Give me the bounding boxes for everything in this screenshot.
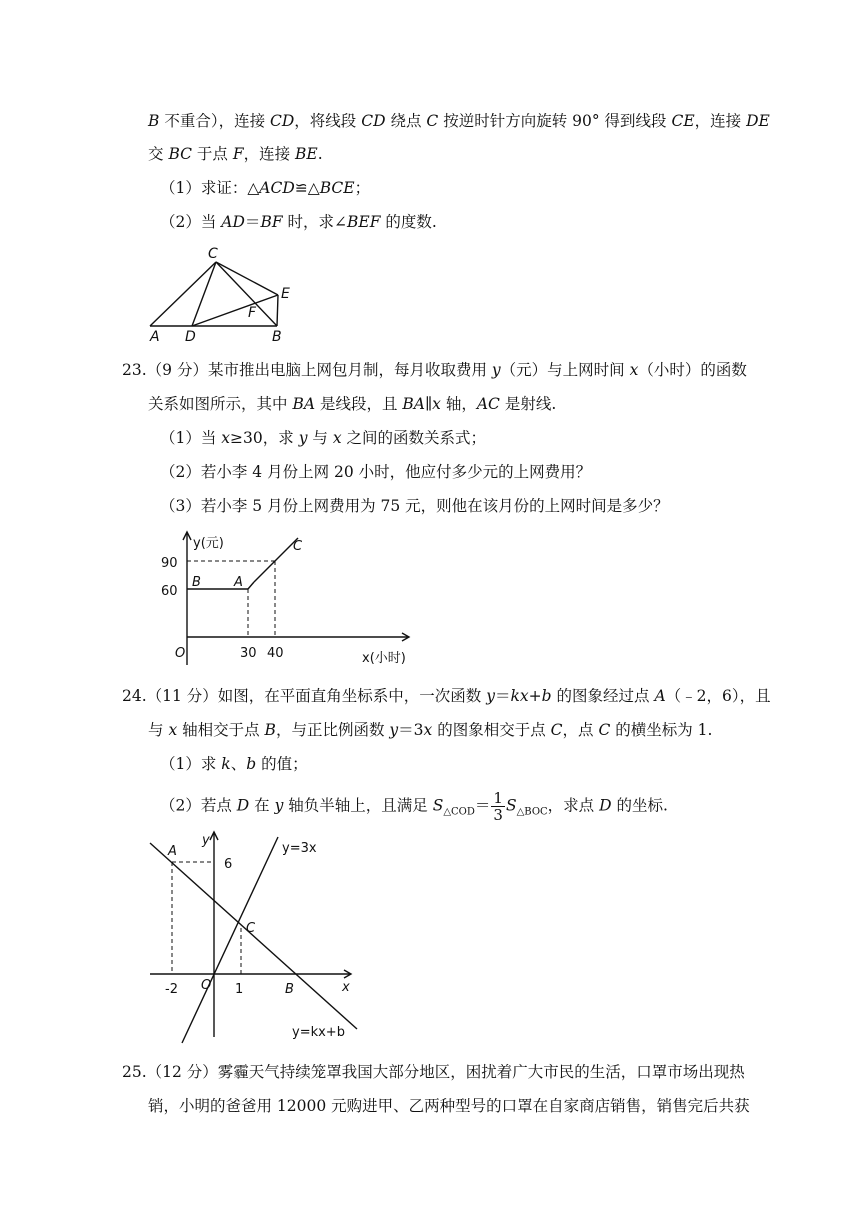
q22-part1: （1）求证：△ACD≌△BCE； bbox=[160, 179, 371, 197]
q24-fraction: $\frac{1}{3}$ bbox=[493, 789, 503, 824]
q22-label-e: E bbox=[281, 286, 290, 302]
q22-label-d: D bbox=[185, 329, 196, 345]
q23-point-b: B bbox=[192, 575, 201, 590]
q23-part1: （1）当 x≥30，求 y 与 x 之间的函数关系式； bbox=[160, 429, 486, 447]
q23-origin: O bbox=[175, 646, 186, 661]
q22-triangle-figure bbox=[140, 240, 310, 345]
q24-tick-1: 1 bbox=[235, 982, 244, 997]
q24-line2: 与 x 轴相交于点 B，与正比例函数 y＝3x 的图象相交于点 C，点 C 的横坐标为 1. bbox=[148, 721, 713, 739]
q25-line1: 25.（12 分）雾霾天气持续笼罩我国大部分地区，困扰着广大市民的生活，口罩市场出现热 bbox=[122, 1063, 745, 1081]
q23-graph-figure bbox=[150, 525, 420, 670]
q24-x-axis-label: x bbox=[342, 980, 350, 995]
q22-line2: 交 BC 于点 F，连接 BE. bbox=[148, 145, 323, 163]
q24-y-axis-label: y bbox=[202, 833, 210, 848]
q24-point-c: C bbox=[246, 921, 256, 936]
q22-label-c: C bbox=[208, 246, 218, 262]
q23-point-a: A bbox=[234, 575, 243, 590]
q24-tick-6: 6 bbox=[224, 857, 233, 872]
q22-part2: （2）当 AD＝BF 时，求∠BEF 的度数. bbox=[160, 213, 437, 231]
q23-head: 23.（9 分）某市推出电脑上网包月制，每月收取费用 y（元）与上网时间 x（小时）的函数 bbox=[122, 361, 747, 379]
q24-head: 24.（11 分）如图，在平面直角坐标系中，一次函数 y＝kx+b 的图象经过点 A（﹣2，6），且 bbox=[122, 687, 771, 705]
q23-tick-30: 30 bbox=[240, 646, 257, 661]
q22-label-a: A bbox=[150, 329, 160, 345]
q23-tick-60: 60 bbox=[161, 584, 178, 599]
q22-label-f: F bbox=[248, 305, 257, 321]
q23-point-c: C bbox=[293, 539, 303, 554]
q22-line1: B 不重合），连接 CD，将线段 CD 绕点 C 按逆时针方向旋转 90° 得到线段 CE，连接 DE bbox=[148, 112, 770, 130]
q23-line2: 关系如图所示，其中 BA 是线段，且 BA∥x 轴，AC 是射线. bbox=[148, 395, 557, 413]
q24-part1: （1）求 k、b 的值； bbox=[160, 755, 308, 773]
q23-ylabel: y(元) bbox=[193, 536, 224, 551]
q23-tick-40: 40 bbox=[267, 646, 284, 661]
q23-tick-90: 90 bbox=[161, 556, 178, 571]
q23-xlabel: x(小时) bbox=[362, 651, 406, 666]
q22-label-b: B bbox=[272, 329, 282, 345]
q24-origin: O bbox=[201, 978, 212, 993]
q25-line2: 销，小明的爸爸用 12000 元购进甲、乙两种型号的口罩在自家商店销售，销售完后共获 bbox=[148, 1097, 750, 1115]
q24-tick-neg2: -2 bbox=[165, 982, 178, 997]
q23-part2: （2）若小李 4 月份上网 20 小时，他应付多少元的上网费用？ bbox=[160, 463, 592, 481]
q24-point-a: A bbox=[168, 844, 177, 859]
q23-part3: （3）若小李 5 月份上网费用为 75 元，则他在该月份的上网时间是多少？ bbox=[160, 497, 669, 515]
q24-part2: （2）若点 D 在 y 轴负半轴上，且满足 $S_{\triangle COD}=$ $\frac{1}{3}$ $S_{\triangle BOC}$，求点 D 的坐标. bbox=[160, 789, 668, 824]
q24-coordinate-figure bbox=[145, 825, 370, 1045]
q24-line-kxb-label: y=kx+b bbox=[292, 1025, 345, 1040]
q24-line-y3x-label: y=3x bbox=[282, 841, 317, 856]
q24-point-b: B bbox=[285, 982, 294, 997]
